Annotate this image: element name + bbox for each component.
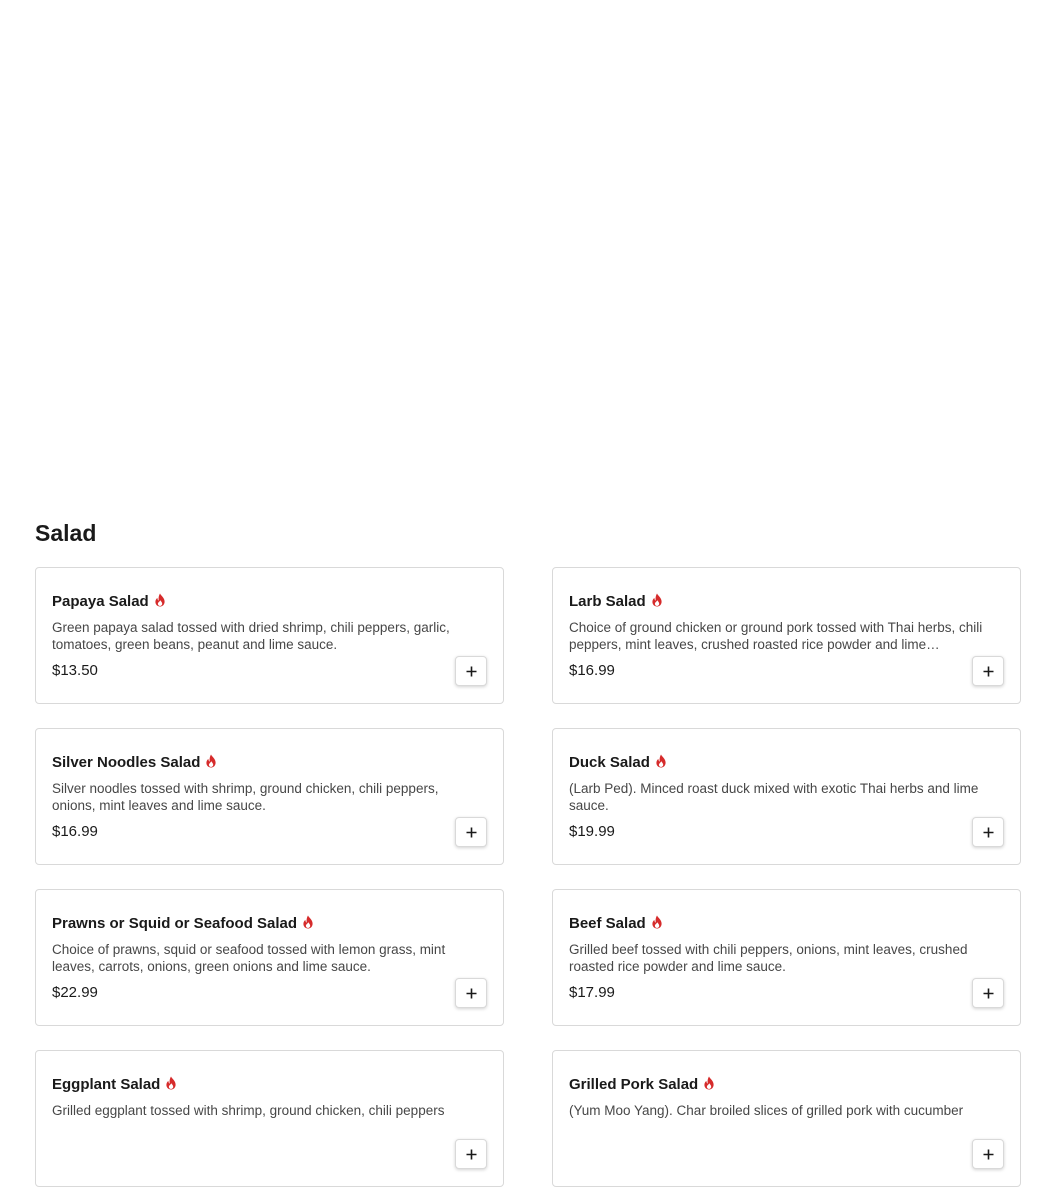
add-item-button[interactable] [455, 1139, 487, 1169]
add-item-button[interactable] [455, 817, 487, 847]
add-item-button[interactable] [972, 656, 1004, 686]
add-item-button[interactable] [455, 656, 487, 686]
menu-item-title-row [569, 753, 1004, 773]
plus-icon [983, 1149, 994, 1160]
menu-item-name: Duck Salad [569, 754, 650, 771]
menu-item-name: Silver Noodles Salad [52, 754, 201, 771]
menu-item-name: Beef Salad [569, 915, 646, 932]
spicy-pepper-icon [154, 593, 166, 607]
spicy-pepper-icon [703, 1076, 715, 1090]
plus-icon [466, 827, 477, 838]
plus-icon [983, 666, 994, 677]
menu-item-card[interactable] [552, 567, 1021, 704]
menu-item-price: $16.99 [52, 823, 98, 840]
menu-item-title-row [52, 1075, 487, 1095]
spicy-pepper-icon [651, 593, 663, 607]
menu-item-card[interactable] [35, 567, 504, 704]
menu-item-title-row [52, 753, 487, 773]
menu-item-name: Grilled Pork Salad [569, 1076, 699, 1093]
menu-item-card[interactable] [35, 728, 504, 865]
plus-icon [466, 1149, 477, 1160]
spicy-pepper-icon [655, 754, 667, 768]
menu-item-grid [35, 567, 1021, 1187]
spicy-pepper-icon [205, 754, 217, 768]
menu-item-description: Choice of prawns, squid or seafood tossed with lemon grass, mint leaves, carrots, onions, green onions and lime sauce. [52, 942, 446, 974]
menu-item-price: $16.99 [569, 662, 615, 679]
blank-banner-area [0, 0, 1050, 500]
menu-item-card[interactable] [35, 1050, 504, 1187]
menu-item-name: Eggplant Salad [52, 1076, 161, 1093]
add-item-button[interactable] [972, 817, 1004, 847]
plus-icon [983, 988, 994, 999]
menu-item-title-row [52, 592, 487, 612]
menu-item-description: Grilled beef tossed with chili peppers, onions, mint leaves, crushed roasted rice powder and lime sauce. [569, 942, 968, 974]
plus-icon [466, 988, 477, 999]
menu-item-title-row [569, 914, 1004, 934]
menu-item-title-row [569, 1075, 1004, 1095]
menu-item-name: Papaya Salad [52, 593, 149, 610]
menu-item-description: Choice of ground chicken or ground pork tossed with Thai herbs, chili peppers, mint leaves, crushed roasted rice powder and lime… [569, 620, 983, 652]
plus-icon [983, 827, 994, 838]
menu-item-name: Larb Salad [569, 593, 646, 610]
menu-item-description: Grilled eggplant tossed with shrimp, ground chicken, chili peppers [52, 1103, 445, 1118]
add-item-button[interactable] [972, 1139, 1004, 1169]
add-item-button[interactable] [455, 978, 487, 1008]
section-title: Salad [35, 520, 97, 546]
spicy-pepper-icon [165, 1076, 177, 1090]
menu-item-price: $13.50 [52, 662, 98, 679]
plus-icon [466, 666, 477, 677]
menu-item-description: Green papaya salad tossed with dried shrimp, chili peppers, garlic, tomatoes, green beans, peanut and lime sauce. [52, 620, 450, 652]
add-item-button[interactable] [972, 978, 1004, 1008]
menu-item-title-row [569, 592, 1004, 612]
menu-item-card[interactable] [552, 728, 1021, 865]
menu-item-description: (Larb Ped). Minced roast duck mixed with exotic Thai herbs and lime sauce. [569, 781, 979, 813]
menu-item-description: Silver noodles tossed with shrimp, ground chicken, chili peppers, onions, mint leaves and lime sauce. [52, 781, 439, 813]
menu-item-title-row [52, 914, 487, 934]
menu-item-price: $17.99 [569, 984, 615, 1001]
menu-item-card[interactable] [552, 889, 1021, 1026]
menu-item-price: $19.99 [569, 823, 615, 840]
spicy-pepper-icon [651, 915, 663, 929]
menu-item-card[interactable] [35, 889, 504, 1026]
menu-item-card[interactable] [552, 1050, 1021, 1187]
menu-item-description: (Yum Moo Yang). Char broiled slices of grilled pork with cucumber [569, 1103, 964, 1118]
spicy-pepper-icon [302, 915, 314, 929]
menu-item-price: $22.99 [52, 984, 98, 1001]
menu-item-name: Prawns or Squid or Seafood Salad [52, 915, 298, 932]
